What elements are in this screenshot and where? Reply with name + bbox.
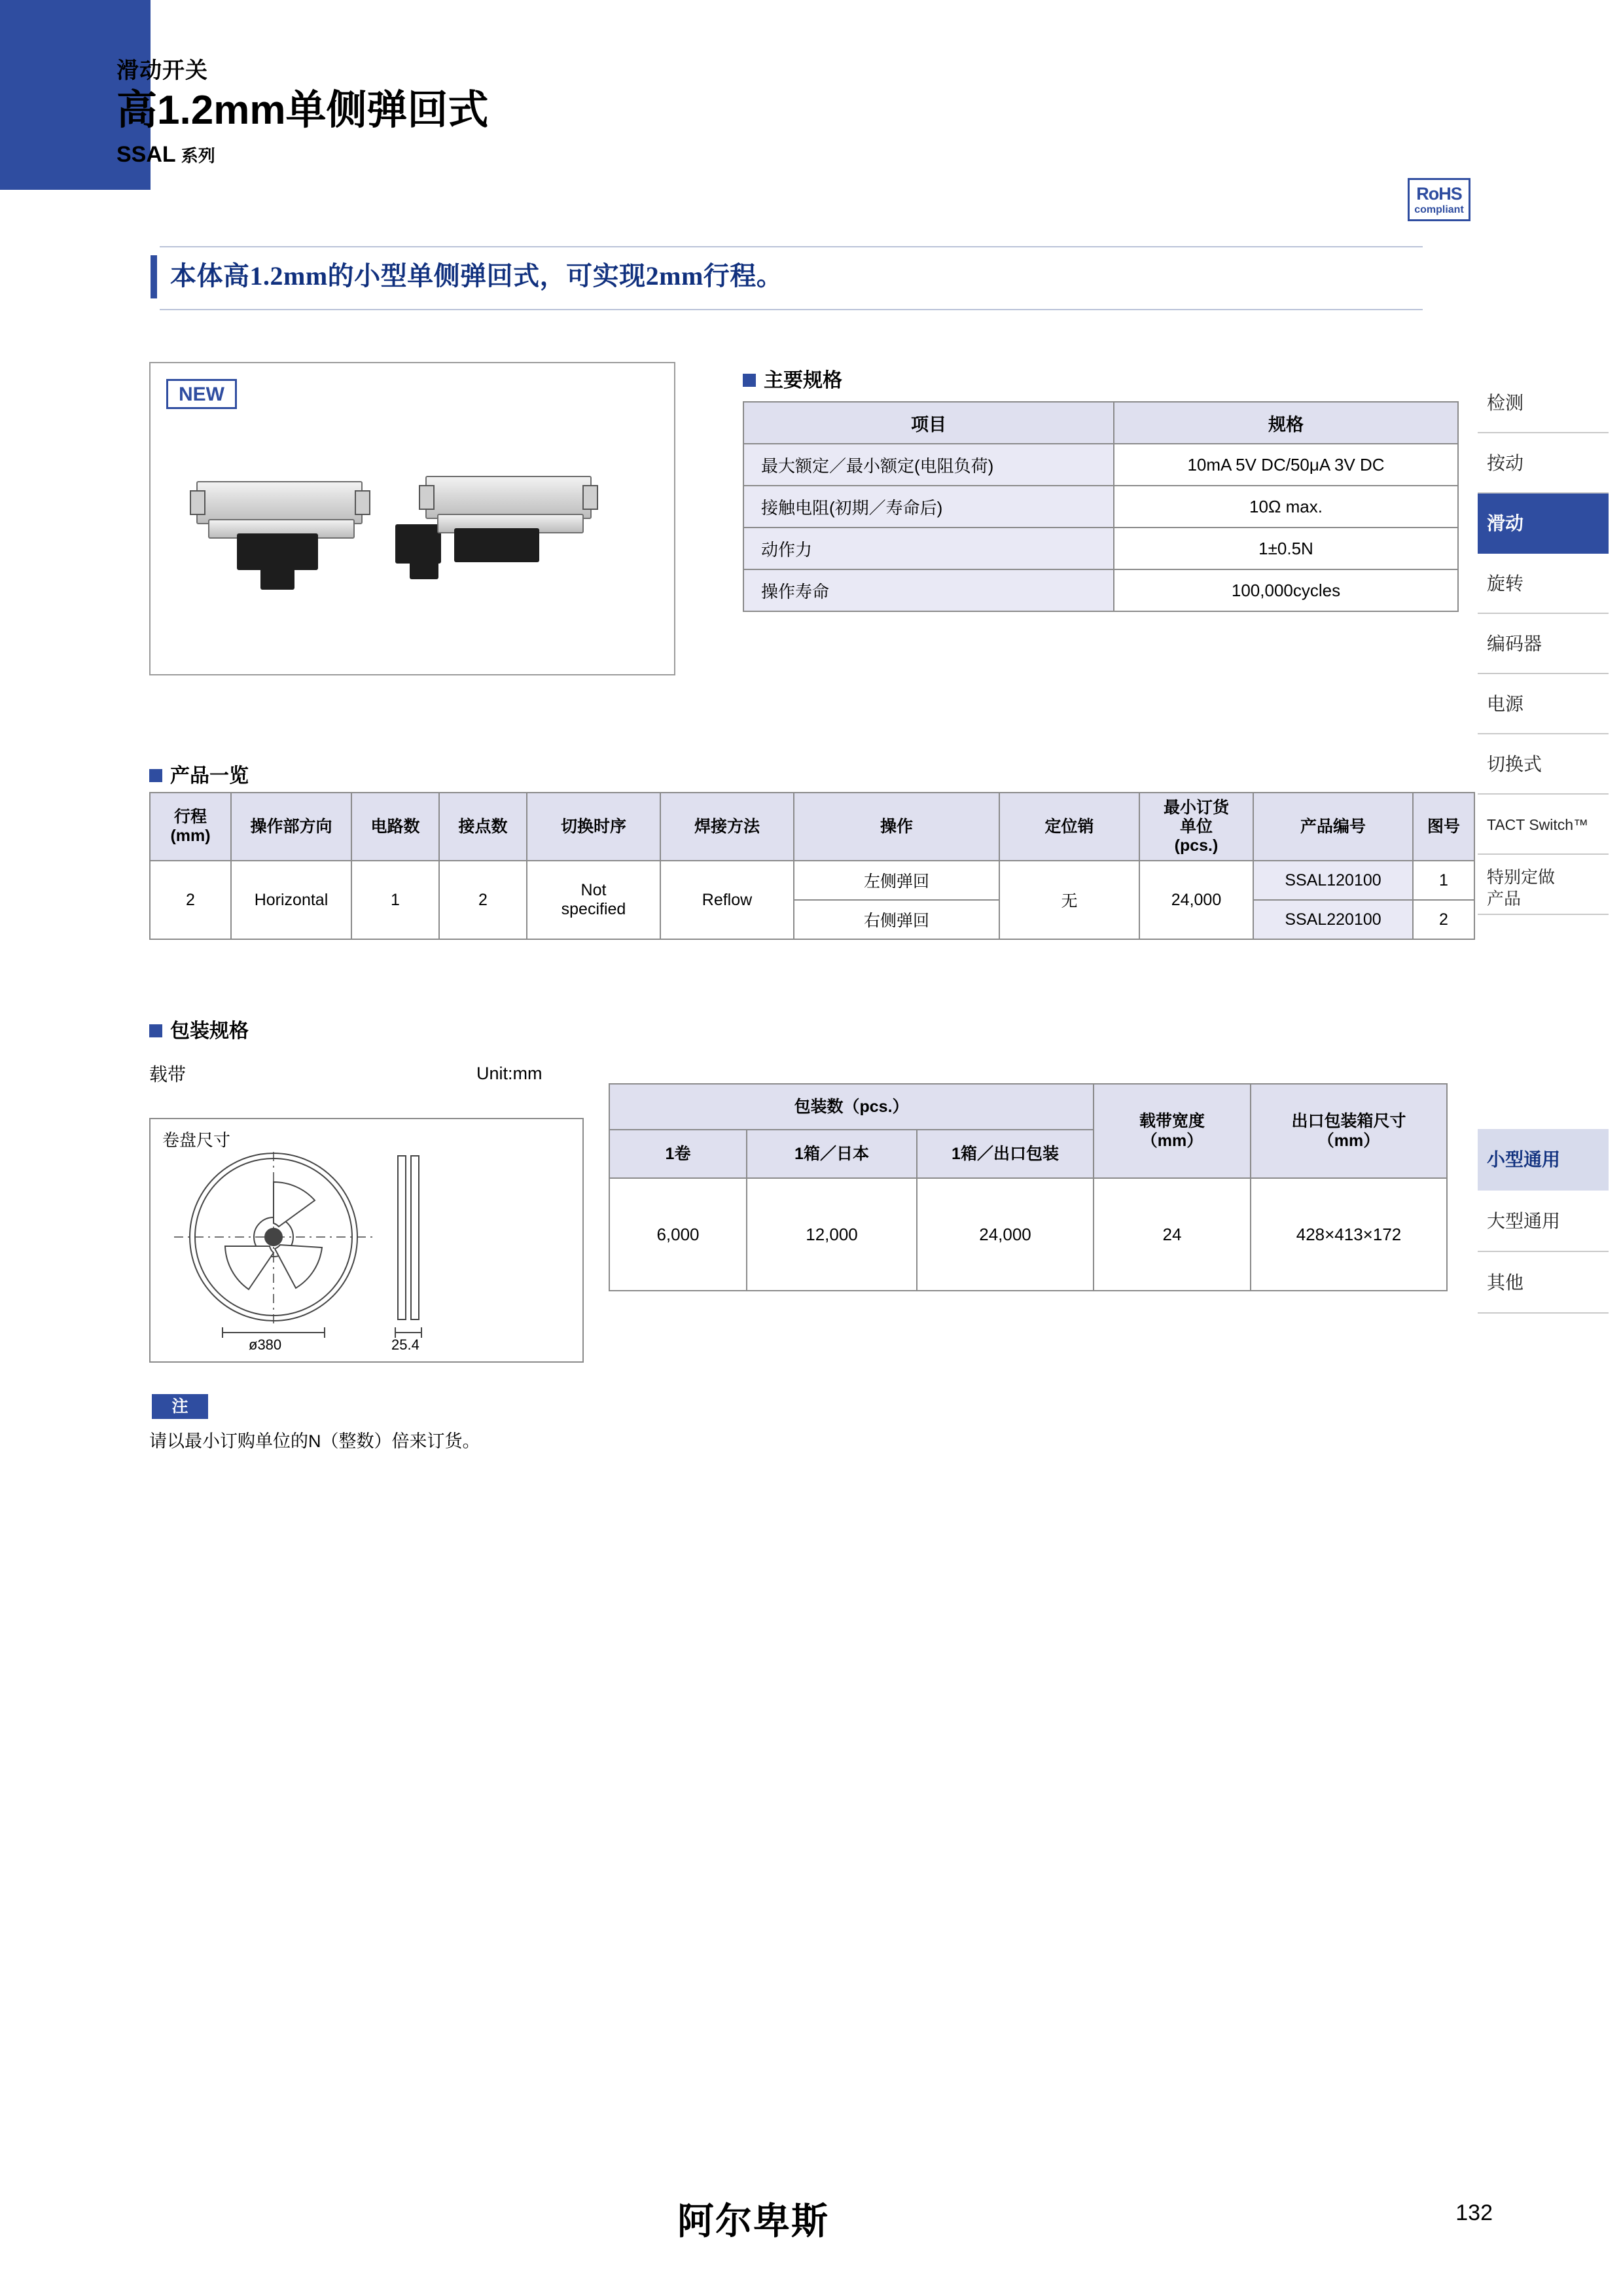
col-tape-width-line2: （mm） xyxy=(1141,1132,1203,1150)
spec-col-item: 项目 xyxy=(743,402,1114,444)
reel-diagram xyxy=(151,1145,580,1361)
cell-timing-line1: Not xyxy=(580,881,607,900)
col-part-no: 产品编号 xyxy=(1253,793,1413,861)
sidebar-item-detection[interactable]: 检测 xyxy=(1478,373,1609,433)
col-reel: 1卷 xyxy=(609,1130,747,1178)
col-qty-group: 包装数（pcs.） xyxy=(609,1084,1094,1130)
col-direction: 操作部方向 xyxy=(231,793,351,861)
header-series-name: SSAL xyxy=(116,142,176,168)
header-series xyxy=(116,142,488,168)
section-marker-icon xyxy=(149,769,162,782)
cell-fig-no-1: 1 xyxy=(1413,861,1474,900)
spec-item-contact-resistance: 接触电阻(初期／寿命后) xyxy=(743,486,1114,528)
col-moq-line2: 单位 xyxy=(1179,817,1213,836)
lead-divider-bottom xyxy=(160,309,1423,310)
cell-contacts: 2 xyxy=(439,861,527,939)
col-solder: 焊接方法 xyxy=(660,793,794,861)
page-title: 高1.2mm单侧弹回式 xyxy=(116,88,489,133)
spec-section-heading xyxy=(743,364,842,393)
table-header-row xyxy=(743,402,1458,444)
table-row xyxy=(743,486,1458,528)
sidebar-item-custom-line1: 特别定做 xyxy=(1487,867,1556,887)
cell-fig-no-2: 2 xyxy=(1413,900,1474,939)
col-moq-line3: (pcs.) xyxy=(1174,836,1219,855)
sidebar-item-compact-general[interactable]: 小型通用 xyxy=(1478,1129,1609,1191)
lead-text: 本体高1.2mm的小型单侧弹回式，可实现2mm行程。 xyxy=(170,261,783,291)
cell-operation-2: 右侧弹回 xyxy=(794,900,999,939)
cell-timing xyxy=(527,861,660,939)
sidebar-item-power[interactable]: 电源 xyxy=(1478,674,1609,734)
sidebar-item-custom-line2: 产品 xyxy=(1487,888,1522,908)
table-row xyxy=(743,528,1458,569)
unit-label: Unit:mm xyxy=(476,1064,543,1083)
sidebar-item-encoder[interactable]: 编码器 xyxy=(1478,614,1609,674)
cell-solder: Reflow xyxy=(660,861,794,939)
switch-illustration-right xyxy=(386,461,596,605)
cell-box-export-qty: 24,000 xyxy=(917,1178,1094,1291)
section-marker-icon xyxy=(149,1024,162,1037)
packaging-table xyxy=(609,1083,1448,1291)
cell-part-no-1: SSAL120100 xyxy=(1253,861,1413,900)
sidebar-item-tact-switch[interactable]: TACT Switch™ xyxy=(1478,795,1609,855)
reel-width-label: 25.4 xyxy=(391,1336,419,1353)
sidebar-item-slide[interactable]: 滑动 xyxy=(1478,493,1609,554)
col-stroke xyxy=(150,793,231,861)
cell-carton-size: 428×413×172 xyxy=(1251,1178,1447,1291)
table-header-row xyxy=(609,1084,1447,1130)
cell-reel-qty: 6,000 xyxy=(609,1178,747,1291)
spec-item-operating-life: 操作寿命 xyxy=(743,569,1114,611)
product-photo-box xyxy=(149,362,675,675)
rohs-label: RoHS xyxy=(1416,184,1462,204)
col-stroke-line1: 行程 xyxy=(173,808,207,827)
packaging-heading-label: 包装规格 xyxy=(170,1020,249,1042)
sidebar-item-other[interactable]: 其他 xyxy=(1478,1252,1609,1314)
products-heading-label: 产品一览 xyxy=(170,765,249,787)
col-fig-no: 图号 xyxy=(1413,793,1474,861)
note-badge: 注 xyxy=(152,1394,208,1419)
col-carton-line1: 出口包装箱尺寸 xyxy=(1291,1112,1406,1130)
rohs-compliant-label: compliant xyxy=(1414,204,1464,215)
cell-box-jp-qty: 12,000 xyxy=(747,1178,917,1291)
spec-value-contact-resistance: 10Ω max. xyxy=(1114,486,1458,528)
sidebar-item-switching[interactable]: 切换式 xyxy=(1478,734,1609,795)
cell-stroke: 2 xyxy=(150,861,231,939)
table-row xyxy=(609,1178,1447,1291)
cell-tape-width: 24 xyxy=(1094,1178,1251,1291)
cell-timing-line2: specified xyxy=(561,900,626,919)
col-tape-width-line1: 载带宽度 xyxy=(1139,1112,1205,1130)
spec-value-rating: 10mA 5V DC/50μA 3V DC xyxy=(1114,444,1458,486)
col-stroke-line2: (mm) xyxy=(170,827,211,846)
col-carton-line2: （mm） xyxy=(1317,1132,1380,1150)
spec-item-operating-force: 动作力 xyxy=(743,528,1114,569)
switch-illustration-left xyxy=(190,468,386,605)
reel-diameter-label: ø380 xyxy=(249,1336,282,1353)
note-text: 请以最小订购单位的N（整数）倍来订货。 xyxy=(149,1431,480,1451)
spec-value-operating-force: 1±0.5N xyxy=(1114,528,1458,569)
lead-accent-bar xyxy=(151,255,157,298)
reel-diagram-label: 卷盘尺寸 xyxy=(162,1130,231,1150)
spec-item-rating: 最大额定／最小额定(电阻负荷) xyxy=(743,444,1114,486)
cell-circuits: 1 xyxy=(351,861,439,939)
cell-operation-1: 左侧弹回 xyxy=(794,861,999,900)
cell-pin: 无 xyxy=(999,861,1139,939)
table-row xyxy=(150,861,1474,900)
col-contacts: 接点数 xyxy=(439,793,527,861)
products-section-heading xyxy=(149,759,249,788)
spec-value-operating-life: 100,000cycles xyxy=(1114,569,1458,611)
col-operation: 操作 xyxy=(794,793,999,861)
section-marker-icon xyxy=(743,374,756,387)
sidebar-item-custom-products[interactable] xyxy=(1478,855,1609,915)
header-series-suffix: 系列 xyxy=(181,146,215,166)
spec-col-spec: 规格 xyxy=(1114,402,1458,444)
side-nav-subcategories xyxy=(1478,1129,1609,1314)
col-carton xyxy=(1251,1084,1447,1178)
rohs-badge xyxy=(1408,178,1470,221)
sidebar-item-rotary[interactable]: 旋转 xyxy=(1478,554,1609,614)
col-pin: 定位销 xyxy=(999,793,1139,861)
cell-moq: 24,000 xyxy=(1139,861,1253,939)
sidebar-item-large-general[interactable]: 大型通用 xyxy=(1478,1191,1609,1252)
spec-heading-label: 主要规格 xyxy=(764,370,842,391)
sidebar-item-push[interactable]: 按动 xyxy=(1478,433,1609,493)
col-circuits: 电路数 xyxy=(351,793,439,861)
cell-direction: Horizontal xyxy=(231,861,351,939)
new-badge: NEW xyxy=(166,379,237,409)
table-header-row xyxy=(150,793,1474,861)
company-logo: 阿尔卑斯 xyxy=(677,2202,829,2242)
header-category: 滑动开关 xyxy=(116,58,208,83)
col-timing: 切换时序 xyxy=(527,793,660,861)
products-table xyxy=(149,792,1475,940)
cell-part-no-2: SSAL220100 xyxy=(1253,900,1413,939)
table-row xyxy=(743,569,1458,611)
col-moq xyxy=(1139,793,1253,861)
lead-divider-top xyxy=(160,246,1423,247)
lead-section xyxy=(151,246,1459,291)
carrier-tape-label: 载带 xyxy=(149,1064,187,1085)
table-row xyxy=(743,444,1458,486)
spec-table xyxy=(743,401,1459,612)
reel-diagram-box xyxy=(149,1118,584,1363)
col-box-export: 1箱／出口包装 xyxy=(917,1130,1094,1178)
col-moq-line1: 最小订货 xyxy=(1163,798,1229,817)
page-number: 132 xyxy=(1455,2200,1493,2225)
col-tape-width xyxy=(1094,1084,1251,1178)
col-box-jp: 1箱／日本 xyxy=(747,1130,917,1178)
packaging-section-heading xyxy=(149,1014,249,1043)
page-header xyxy=(116,52,488,168)
side-nav-categories xyxy=(1478,373,1609,915)
